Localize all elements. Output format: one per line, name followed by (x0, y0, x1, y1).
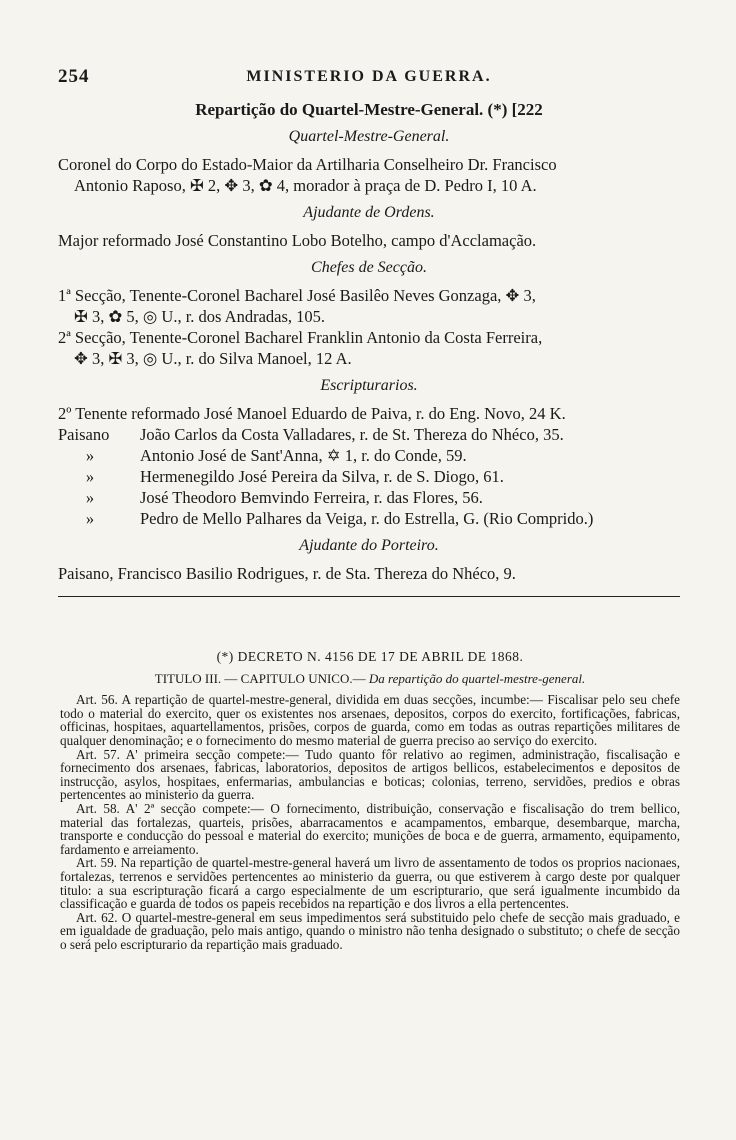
chefe-1-line-1: 1ª Secção, Tenente-Coronel Bacharel José Basilêo Neves Gonzaga, ✥ 3, (58, 286, 536, 305)
page-header (58, 66, 680, 90)
section-heading-ajudante-porteiro: Ajudante do Porteiro. (299, 537, 439, 554)
footnote-chapter-name: Da repartição do quartel-mestre-general. (368, 670, 586, 686)
escripturario-rank: Paisano (58, 425, 110, 444)
escripturario-text: João Carlos da Costa Valladares, r. de St. Thereza do Nhéco, 35. (140, 425, 564, 444)
escripturario-row (58, 508, 680, 529)
escripturario-rank: » (85, 509, 95, 528)
article-59: Art. 59. Na repartição de quartel-mestre-general haverá um livro de assentamento de todos os proprios nacionaes, fortalezas, terrenos e servidões pertencentes ao ministerio da guerra, ou que estiverem à cargo deste por qualquer titulo: a sua escripturação ficará a cargo especialmente de um escripturario, que será igualmente incumbido da classificação e guarda de todos os papeis recebidos na repartição e dos livros a ella pertencentes. (60, 855, 680, 912)
footnote-decree: (*) DECRETO N. 4156 DE 17 DE ABRIL DE 1868. (216, 649, 524, 664)
section-heading-escripturarios: Escripturarios. (320, 377, 418, 394)
escripturario-text: Hermenegildo José Pereira da Silva, r. de S. Diogo, 61. (140, 467, 504, 486)
ajudante-porteiro-line: Paisano, Francisco Basilio Rodrigues, r. de Sta. Thereza do Nhéco, 9. (58, 564, 516, 583)
running-title: MINISTERIO DA GUERRA. (246, 68, 492, 85)
footnote (60, 650, 680, 951)
repartition-title: Repartição do Quartel-Mestre-General. (*) [222 (195, 100, 543, 119)
ajudante-ordens-line: Major reformado José Constantino Lobo Botelho, campo d'Acclamação. (58, 231, 537, 250)
escripturario-rank: » (85, 467, 95, 486)
escripturario-row (58, 487, 680, 508)
escripturario-row (58, 403, 680, 424)
chefe-2-line-1: 2ª Secção, Tenente-Coronel Bacharel Franklin Antonio da Costa Ferreira, (58, 328, 543, 347)
article-58: Art. 58. A' 2ª secção compete:— O fornecimento, distribuição, conservação e fiscalisação do trem bellico, material das fortalezas, quarteis, prisões, abarracamentos e acampamentos, embarque, desembarque, marcha, transporte e conducção do pessoal e material do exercito; munições de boca e de guerra, armamento, equipamento, fardamento e arreiamento. (60, 800, 680, 857)
section-heading-ajudante-ordens: Ajudante de Ordens. (303, 204, 435, 221)
escripturario-text: Pedro de Mello Palhares da Veiga, r. do Estrella, G. (Rio Comprido.) (140, 509, 594, 528)
article-62: Art. 62. O quartel-mestre-general em seus impedimentos será substituido pelo chefe de secção mais graduado, e em igualdade de graduação, pelo mais antigo, quando o ministro não tenha designado o substituto; o chefe de secção o será pelo escripturario da repartição mais graduado. (60, 909, 680, 952)
article-57: Art. 57. A' primeira secção compete:— Tudo quanto fôr relativo ao regimen, administração, fiscalisação e fornecimento dos arsenaes, fabricas, laboratorios, depositos de artigos bellicos, estabelecimentos e depositos de instrucção, asylos, hospitaes, enfermarias, ambulancias e boticas; colonias, terreno, servidões, predios e obras pertencentes ao ministerio da guerra. (60, 746, 680, 803)
escripturario-text: José Theodoro Bemvindo Ferreira, r. das Flores, 56. (140, 488, 483, 507)
escripturario-text: Tenente reformado José Manoel Eduardo de Paiva, r. do Eng. Novo, 24 K. (75, 404, 566, 423)
escripturario-rank: » (85, 488, 95, 507)
escripturario-text: Antonio José de Sant'Anna, ✡ 1, r. do Conde, 59. (140, 446, 467, 465)
escripturario-row (58, 445, 680, 466)
escripturario-row (58, 466, 680, 487)
footnote-divider (58, 596, 680, 597)
main-content (58, 100, 680, 597)
escripturario-rank-text (58, 403, 680, 424)
qmg-line-2: Antonio Raposo, ✠ 2, ✥ 3, ✿ 4, morador à praça de D. Pedro I, 10 A. (74, 176, 537, 195)
qmg-line-1: Coronel do Corpo do Estado-Maior da Artilharia Conselheiro Dr. Francisco (58, 155, 557, 174)
page-number: 254 (58, 66, 90, 87)
footnote-title-chapter: TITULO III. — CAPITULO UNICO.— (154, 670, 366, 686)
escripturario-rank: » (85, 446, 95, 465)
chefe-2-line-2: ✥ 3, ✠ 3, ◎ U., r. do Silva Manoel, 12 A. (74, 349, 352, 368)
escripturario-rank: 2º (58, 404, 72, 423)
footnote-subtitle (60, 672, 680, 686)
section-heading-qmg: Quartel-Mestre-General. (288, 128, 450, 145)
section-heading-chefes: Chefes de Secção. (311, 259, 427, 276)
article-56: Art. 56. A repartição de quartel-mestre-general, dividida em duas secções, incumbe:— Fiscalisar pelo seu chefe todo o material do exercito, quer os existentes nos arsenaes, depositos, corpos do exercito, fortificações, fabricas, officinas, hospitaes, aquartellamentos, prisões, corpos de guarda, como em todas as outras repartições militares de qualquer denominação; e o fornecimento do mesmo material de guerra preciso ao serviço do exercito. (60, 692, 680, 748)
chefe-1-line-2: ✠ 3, ✿ 5, ◎ U., r. dos Andradas, 105. (74, 307, 326, 326)
escripturario-row (58, 424, 680, 445)
